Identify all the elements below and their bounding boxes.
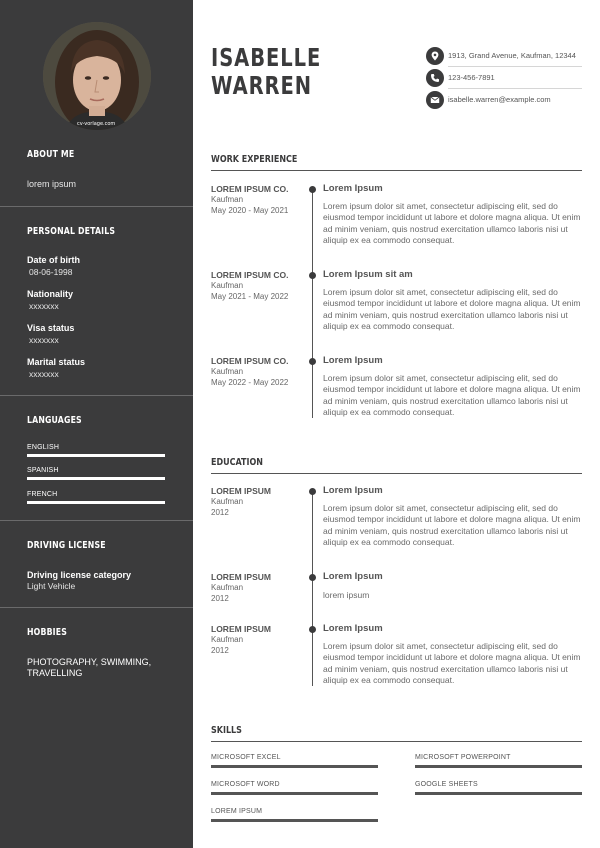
email-icon [426, 91, 444, 109]
contact-address-text: 1913, Grand Avenue, Kaufman, 12344 [448, 51, 576, 60]
about-text: lorem ipsum [27, 179, 77, 189]
work-description: Lorem ipsum dolor sit amet, consectetur adipiscing elit, sed do eiusmod tempor incididunt ut labore et dolore magna aliqua. Ut enim ad minim veniam, quis nostrud exercitation ullamco laboris nisi ut aliquip ex ea commodo consequat. [323, 287, 581, 331]
skill-level-bar [211, 819, 378, 822]
contact-phone [426, 69, 582, 87]
work-org: LOREM IPSUM CO. [211, 270, 289, 280]
work-role: Lorem Ipsum [323, 183, 383, 194]
phone-icon [426, 69, 444, 87]
education-role: Lorem Ipsum [323, 571, 383, 582]
divider [0, 206, 193, 207]
divider [211, 473, 582, 474]
language-label: SPANISH [27, 467, 59, 474]
skill-label: MICROSOFT POWERPOINT [415, 754, 511, 761]
timeline-dot [309, 488, 316, 495]
education-location: Kaufman [211, 583, 244, 592]
work-role: Lorem Ipsum [323, 355, 383, 366]
driving-value: Light Vehicle [27, 581, 76, 591]
hobbies-text: TRAVELLING [27, 668, 83, 678]
profile-photo [43, 22, 151, 130]
timeline-line [312, 490, 313, 686]
education-location: Kaufman [211, 497, 244, 506]
about-title: ABOUT ME [27, 149, 75, 160]
work-dates: May 2020 - May 2021 [211, 206, 289, 215]
skill-level-bar [211, 792, 378, 795]
contact-phone-text: 123-456-7891 [448, 73, 495, 82]
timeline-dot [309, 574, 316, 581]
skill-label: MICROSOFT EXCEL [211, 754, 281, 761]
education-dates: 2012 [211, 646, 229, 655]
personal-title: PERSONAL DETAILS [27, 226, 116, 237]
education-dates: 2012 [211, 508, 229, 517]
education-description: Lorem ipsum dolor sit amet, consectetur adipiscing elit, sed do eiusmod tempor incididunt ut labore et dolore magna aliqua. Ut enim ad minim veniam, quis nostrud exercitation ullamco laboris nisi ut aliquip ex ea commodo consequat. [323, 641, 581, 685]
dob-label: Date of birth [27, 255, 80, 265]
nationality-label: Nationality [27, 289, 74, 299]
timeline-line [312, 188, 313, 418]
photo-watermark: cv-vorlage.com [77, 121, 116, 127]
divider [448, 88, 582, 89]
marital-value: xxxxxxx [29, 369, 59, 379]
nationality-value: xxxxxxx [29, 301, 59, 311]
language-label: ENGLISH [27, 444, 60, 451]
work-location: Kaufman [211, 367, 244, 376]
work-org: LOREM IPSUM CO. [211, 184, 289, 194]
timeline-dot [309, 186, 316, 193]
languages-title: LANGUAGES [27, 415, 82, 426]
language-level-bar [27, 454, 165, 457]
work-org: LOREM IPSUM CO. [211, 356, 289, 366]
driving-label: Driving license category [27, 570, 132, 580]
sidebar [0, 0, 193, 848]
skill-level-bar [415, 792, 582, 795]
skill-level-bar [415, 765, 582, 768]
education-role: Lorem Ipsum [323, 485, 383, 496]
language-level-bar [27, 501, 165, 504]
driving-title: DRIVING LICENSE [27, 540, 106, 551]
first-name: ISABELLE [211, 43, 322, 72]
work-role: Lorem Ipsum sit am [323, 269, 413, 280]
divider [211, 741, 582, 742]
education-org: LOREM IPSUM [211, 624, 271, 634]
timeline-dot [309, 358, 316, 365]
divider [0, 607, 193, 608]
contact-email-text: isabelle.warren@example.com [448, 95, 551, 104]
visa-label: Visa status [27, 323, 75, 333]
hobbies-text: PHOTOGRAPHY, SWIMMING, [27, 657, 152, 667]
contact-email [426, 91, 582, 109]
education-org: LOREM IPSUM [211, 486, 271, 496]
skill-level-bar [211, 765, 378, 768]
skill-label: GOOGLE SHEETS [415, 781, 478, 788]
marital-label: Marital status [27, 357, 86, 367]
skill-label: MICROSOFT WORD [211, 781, 280, 788]
divider [211, 170, 582, 171]
timeline-dot [309, 626, 316, 633]
education-role: Lorem Ipsum [323, 623, 383, 634]
work-location: Kaufman [211, 281, 244, 290]
dob-value: 08-06-1998 [29, 267, 73, 277]
divider [0, 520, 193, 521]
education-description: lorem ipsum [323, 590, 370, 600]
skills-title: SKILLS [211, 725, 242, 736]
education-description: Lorem ipsum dolor sit amet, consectetur adipiscing elit, sed do eiusmod tempor incididunt ut labore et dolore magna aliqua. Ut enim ad minim veniam, quis nostrud exercitation ullamco laboris nisi ut aliquip ex ea commodo consequat. [323, 503, 581, 547]
skill-label: LOREM IPSUM [211, 808, 263, 815]
work-description: Lorem ipsum dolor sit amet, consectetur adipiscing elit, sed do eiusmod tempor incididunt ut labore et dolore magna aliqua. Ut enim ad minim veniam, quis nostrud exercitation ullamco laboris nisi ut aliquip ex ea commodo consequat. [323, 373, 581, 417]
divider [448, 66, 582, 67]
work-title: WORK EXPERIENCE [211, 154, 298, 165]
work-description: Lorem ipsum dolor sit amet, consectetur adipiscing elit, sed do eiusmod tempor incididunt ut labore et dolore magna aliqua. Ut enim ad minim veniam, quis nostrud exercitation ullamco laboris nisi ut aliquip ex ea commodo consequat. [323, 201, 581, 245]
work-location: Kaufman [211, 195, 244, 204]
education-location: Kaufman [211, 635, 244, 644]
language-level-bar [27, 477, 165, 480]
visa-value: xxxxxxx [29, 335, 59, 345]
divider [0, 395, 193, 396]
timeline-dot [309, 272, 316, 279]
work-dates: May 2021 - May 2022 [211, 292, 289, 301]
location-icon [426, 47, 444, 65]
education-org: LOREM IPSUM [211, 572, 271, 582]
contact-address [426, 47, 582, 65]
language-label: FRENCH [27, 491, 58, 498]
work-dates: May 2022 - May 2022 [211, 378, 289, 387]
education-dates: 2012 [211, 594, 229, 603]
education-title: EDUCATION [211, 457, 263, 468]
hobbies-title: HOBBIES [27, 627, 68, 638]
last-name: WARREN [211, 71, 313, 100]
